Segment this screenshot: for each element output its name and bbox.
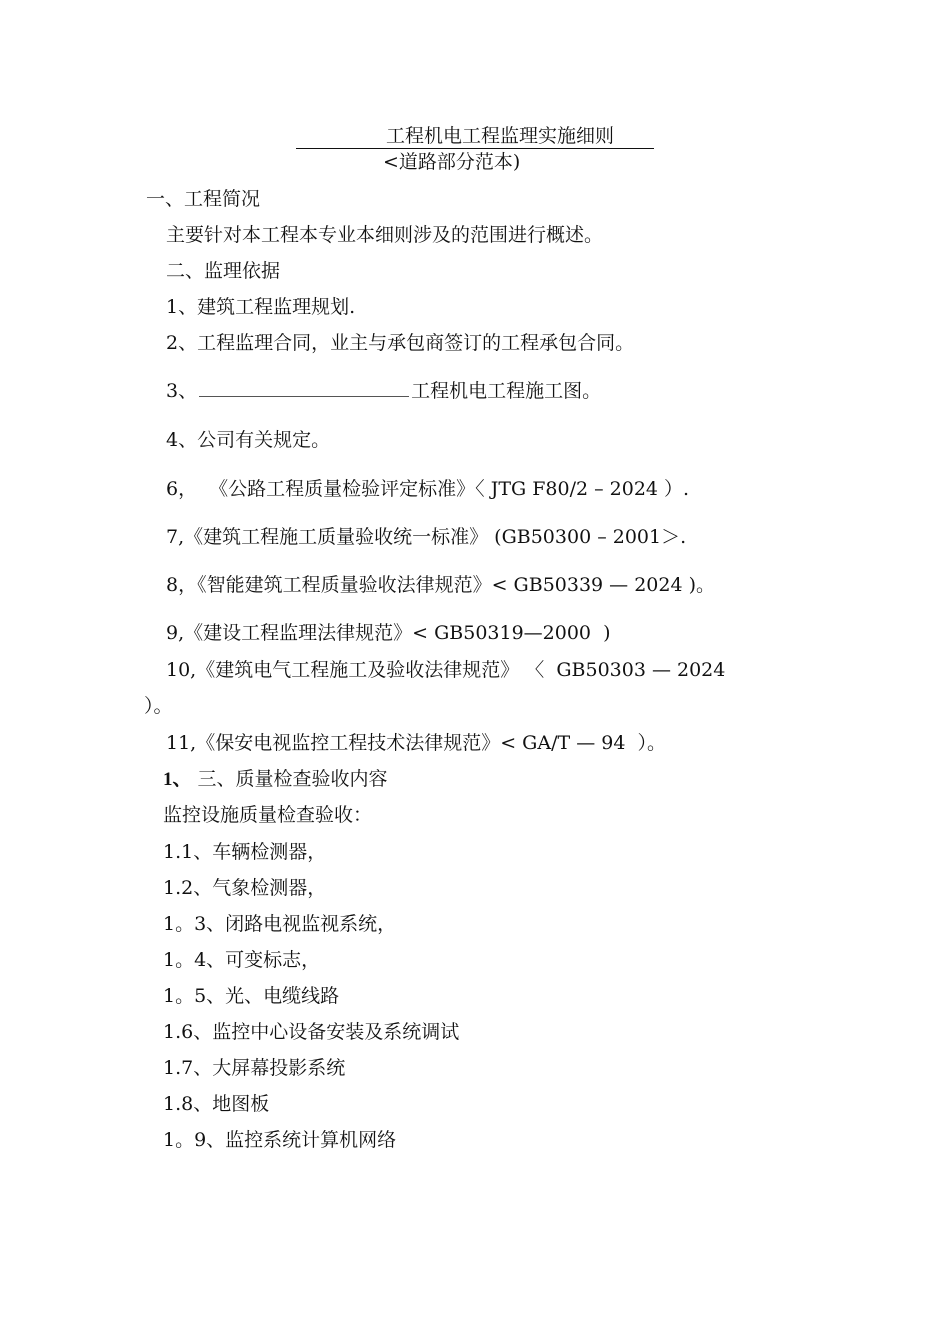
basis-item-10: 10,《建筑电气工程施工及验收法律规范》 〈 GB50303 — 2024: [166, 659, 726, 681]
inspection-item-4: 1。4、可变标志，: [163, 949, 321, 971]
title-text: 工程机电工程监理实施细则: [386, 125, 615, 147]
basis-item-11: 11,《保安电视监控工程技术法律规范》< GA/T — 94 ）。: [166, 732, 666, 754]
basis-item-7: 7,《建筑工程施工质量验收统一标准》 (GB50300 – 2001＞.: [166, 526, 687, 548]
basis-item-4: 4、公司有关规定。: [166, 429, 331, 451]
inspection-item-6: 1.6、监控中心设备安装及系统调试: [163, 1021, 460, 1043]
basis-item-1: 1、建筑工程监理规划.: [166, 296, 356, 318]
section3-number: 1、: [163, 769, 192, 790]
blank-fill-line: [199, 395, 409, 397]
section3-heading: [163, 767, 388, 792]
inspection-item-9: 1。9、监控系统计算机网络: [163, 1129, 397, 1151]
document-subtitle: <道路部分范本): [383, 151, 521, 173]
section3-heading-text: 三、质量检查验收内容: [191, 768, 388, 790]
inspection-item-1: 1.1、车辆检测器，: [163, 841, 327, 863]
inspection-item-5: 1。5、光、电缆线路: [163, 985, 340, 1007]
basis-item-3-prefix: 3、: [166, 380, 198, 402]
basis-item-3: [166, 379, 601, 403]
inspection-item-7: 1.7、大屏幕投影系统: [163, 1057, 346, 1079]
section3-intro: 监控设施质量检查验收：: [163, 804, 373, 826]
section2-heading: 二、监理依据: [166, 260, 281, 282]
basis-item-2: 2、工程监理合同，业主与承包商签订的工程承包合同。: [166, 332, 635, 354]
basis-item-3-suffix: 工程机电工程施工图。: [411, 380, 602, 402]
basis-item-10-continued: ）。: [144, 695, 173, 717]
section1-heading: 一、工程简况: [146, 188, 261, 210]
inspection-item-2: 1.2、气象检测器，: [163, 877, 327, 899]
basis-item-6: 6， 《公路工程质量检验评定标准》〈 JTG F80/2 – 2024 ）.: [166, 478, 690, 500]
basis-item-8: 8，《智能建筑工程质量验收法律规范》< GB50339 — 2024 )。: [166, 574, 716, 596]
section1-text: 主要针对本工程本专业本细则涉及的范围进行概述。: [166, 224, 604, 246]
inspection-item-3: 1。3、闭路电视监视系统，: [163, 913, 397, 935]
basis-item-9: 9,《建设工程监理法律规范》< GB50319—2000 ): [166, 622, 611, 644]
inspection-item-8: 1.8、地图板: [163, 1093, 270, 1115]
document-title: [296, 124, 654, 149]
